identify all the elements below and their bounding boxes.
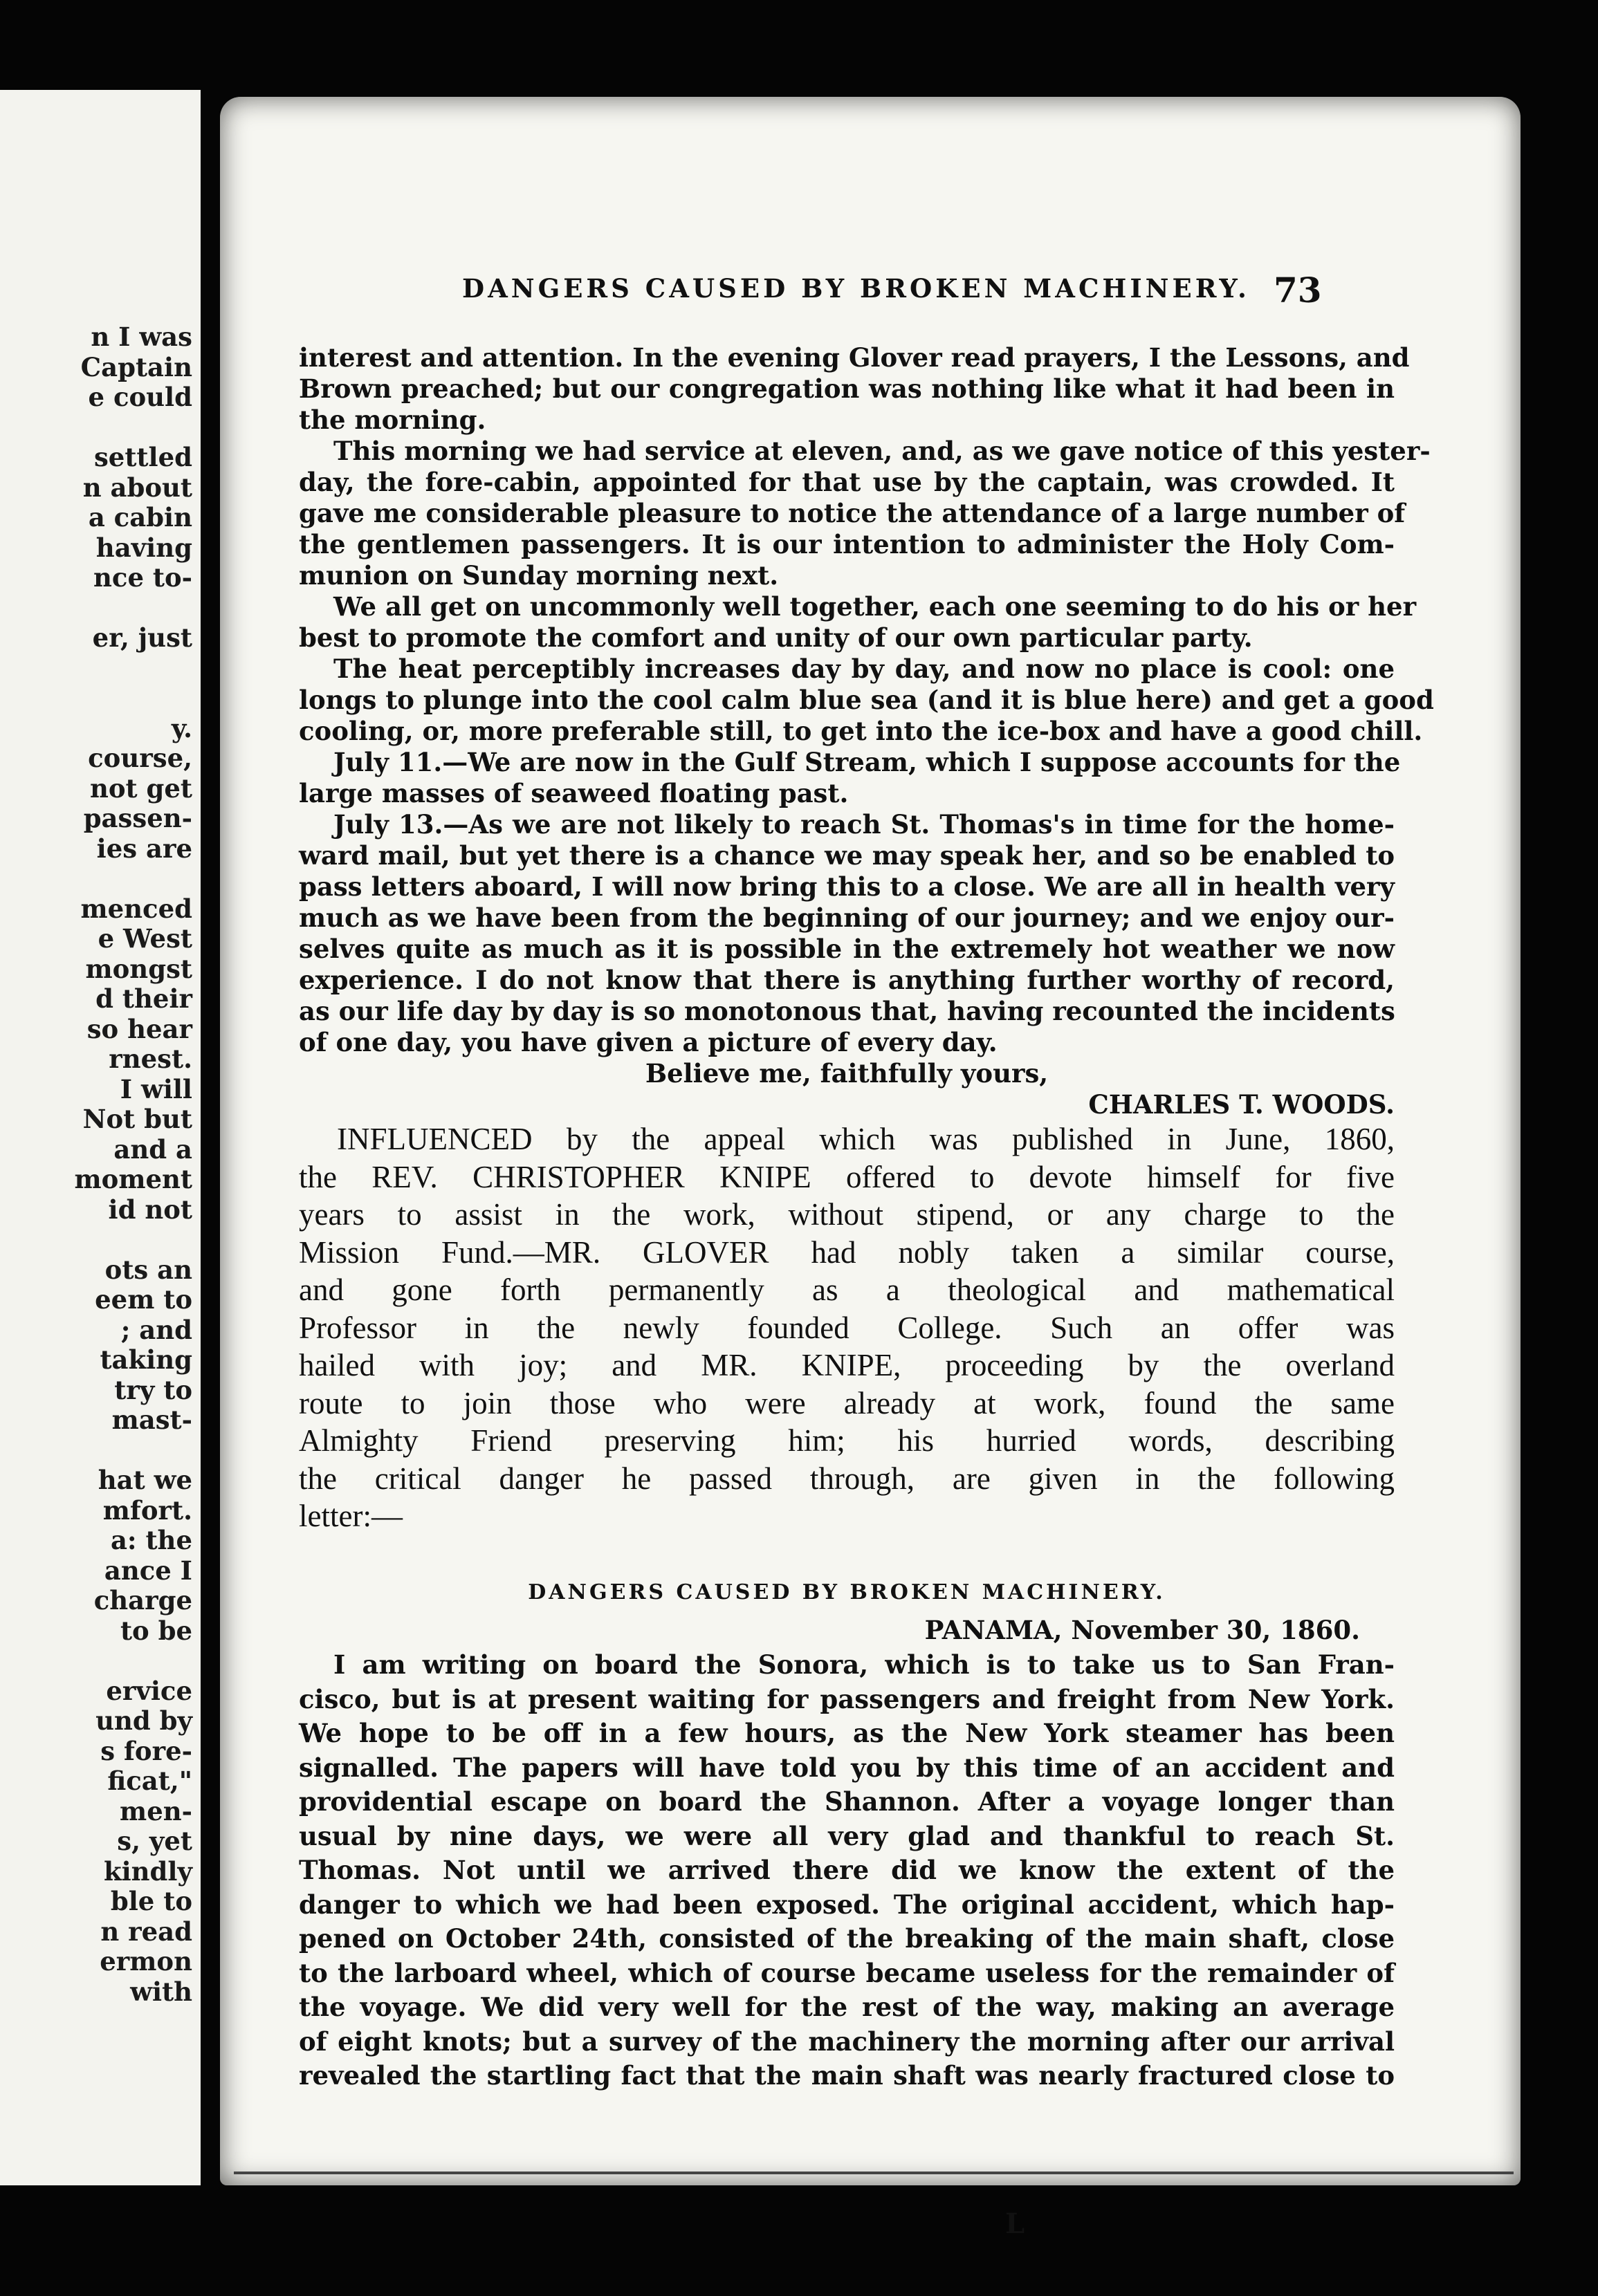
letter-text-line: The heat perceptibly increases day by day, and now no place is cool: one (333, 654, 1395, 684)
letter-text-line: selves quite as much as it is possible in the extremely hot weather we now (299, 934, 1395, 964)
left-page-line: and a (113, 1133, 192, 1165)
letter-text-line: pass letters aboard, I will now bring this to a close. We are all in health very (299, 871, 1395, 902)
narrative-text-line: the critical danger he passed through, are given in the following (299, 1461, 1395, 1496)
narrative-text-line: INFLUENCED by the appeal which was published in June, 1860, (337, 1122, 1395, 1156)
narrative-text-line: letter:— (299, 1499, 403, 1533)
page-number: 73 (1274, 270, 1322, 311)
letter-text-line: cooling, or, more preferable still, to get into the ice-box and have a good chill. (299, 716, 1423, 746)
letter-text-line: providential escape on board the Shannon. After a voyage longer than (299, 1786, 1395, 1817)
left-page-line: ermon (100, 1946, 192, 1976)
narrative-text-line: Almighty Friend preserving him; his hurried words, describing (299, 1423, 1395, 1458)
letter-text-line: of eight knots; but a survey of the machinery the morning after our arrival (299, 2026, 1395, 2057)
narrative-text-line: hailed with joy; and MR. KNIPE, proceeding by the overland (299, 1348, 1395, 1382)
left-page-line: y. (171, 712, 192, 743)
left-page-line: s fore- (100, 1735, 192, 1766)
left-page-line: taking (100, 1344, 192, 1375)
letter-text-line: experience. I do not know that there is anything further worthy of record, (299, 965, 1395, 995)
left-page-line: e could (88, 382, 192, 412)
letter-text-line: pened on October 24th, consisted of the breaking of the main shaft, close (299, 1923, 1395, 1954)
letter-text-line: as our life day by day is so monotonous that, having recounted the incidents (299, 996, 1395, 1026)
left-page-line: having (95, 532, 192, 563)
letter-text-line: July 11.—We are now in the Gulf Stream, which I suppose accounts for the (333, 747, 1401, 777)
left-page-line: a cabin (88, 502, 192, 533)
left-page-line: I will (120, 1073, 192, 1104)
left-page-line: ficat," (107, 1766, 192, 1796)
left-page-line: rnest. (109, 1044, 192, 1074)
narrative-text-line: the REV. CHRISTOPHER KNIPE offered to devote himself for five (299, 1159, 1395, 1194)
left-page-line: menced (80, 893, 192, 924)
left-page-line: e West (98, 923, 192, 954)
letter-closing: Believe me, faithfully yours, (645, 1058, 1049, 1089)
left-page-line: mongst (85, 953, 192, 984)
left-page-line: moment (74, 1164, 192, 1194)
left-page-line: n about (82, 472, 192, 503)
letter-text-line: much as we have been from the beginning of our journey; and we enjoy our- (299, 902, 1395, 933)
letter-text-line: day, the fore-cabin, appointed for that use by the captain, was crowded. It (299, 467, 1395, 497)
book-page (220, 97, 1521, 2240)
left-page-line: ance I (104, 1555, 192, 1586)
left-page-line: not get (89, 772, 192, 804)
left-page-line: s, yet (117, 1826, 192, 1856)
left-page-line: mast- (111, 1405, 192, 1435)
letter-text-line: munion on Sunday morning next. (299, 560, 779, 591)
left-page-line: n I was (91, 322, 192, 352)
letter-text-line: Brown preached; but our congregation was nothing like what it had been in (299, 373, 1395, 404)
narrative-text-line: Mission Fund.—MR. GLOVER had nobly taken a similar course, (299, 1234, 1395, 1270)
left-page-line: charge (93, 1585, 192, 1615)
left-page-line: try to (114, 1374, 192, 1405)
left-page-line: ; and (120, 1314, 192, 1345)
letter-text-line: large masses of seaweed floating past. (299, 778, 849, 808)
running-head: DANGERS CAUSED BY BROKEN MACHINERY. (462, 273, 1250, 304)
left-page-line: er, just (92, 622, 192, 653)
left-page-line: men- (120, 1795, 192, 1826)
letter-text-line: the gentlemen passengers. It is our intention to administer the Holy Com- (299, 529, 1395, 559)
signature-mark: L (1005, 2207, 1025, 2240)
letter-text-line: July 13.—As we are not likely to reach St. Thomas's in time for the home- (333, 809, 1395, 840)
letter-text-line: This morning we had service at eleven, and, as we gave notice of this yester- (333, 436, 1431, 466)
letter-text-line: revealed the startling fact that the main shaft was nearly fractured close to (299, 2060, 1395, 2091)
left-page-line: n read (100, 1916, 192, 1947)
narrative-text-line: Professor in the newly founded College. Such an offer was (299, 1310, 1395, 1345)
letter-text-line: of one day, you have given a picture of every day. (299, 1027, 998, 1057)
page-bottom-rule (234, 2172, 1514, 2174)
letter-text-line: the voyage. We did very well for the rest of the way, making an average (299, 1992, 1395, 2022)
letter-text-line: to the larboard wheel, which of course became useless for the remainder of (299, 1957, 1395, 1988)
left-page-line: a: the (110, 1525, 192, 1555)
left-page-line: settled (93, 442, 192, 472)
left-page-line: Not but (82, 1104, 192, 1134)
narrative-text-line: years to assist in the work, without stipend, or any charge to the (299, 1197, 1395, 1232)
letter-text-line: Thomas. Not until we arrived there did we know the extent of the (299, 1855, 1395, 1885)
left-page-line: Captain (80, 351, 192, 382)
letter-text-line: I am writing on board the Sonora, which is to take us to San Fran- (333, 1649, 1395, 1680)
left-page-line: hat we (98, 1465, 192, 1495)
letter-text-line: usual by nine days, we were all very glad and thankful to reach St. (299, 1820, 1395, 1851)
left-page-line: course, (88, 743, 192, 773)
left-page-fragment (0, 90, 201, 2185)
left-page-line: so hear (86, 1013, 192, 1044)
letter-text-line: the morning. (299, 405, 486, 435)
left-page-line: und by (95, 1705, 192, 1736)
left-page-line: ble to (110, 1886, 192, 1916)
section-heading: DANGERS CAUSED BY BROKEN MACHINERY. (528, 1580, 1166, 1604)
narrative-text-line: route to join those who were already at work, found the same (299, 1385, 1395, 1420)
letter-text-line: ward mail, but yet there is a chance we may speak her, and so be enabled to (299, 840, 1395, 871)
left-page-line: kindly (103, 1855, 192, 1887)
left-page-line: d their (95, 983, 192, 1014)
letter-dateline: PANAMA, November 30, 1860. (924, 1615, 1360, 1645)
left-page-line: id not (108, 1194, 192, 1225)
left-page-line: eem to (95, 1284, 192, 1315)
letter-text-line: We hope to be off in a few hours, as the New York steamer has been (299, 1718, 1395, 1748)
left-page-line: nce to- (93, 562, 192, 593)
letter-text-line: signalled. The papers will have told you by this time of an accident and (299, 1752, 1395, 1783)
left-page-line: ervice (106, 1675, 192, 1706)
left-page-line: mfort. (102, 1494, 192, 1526)
letter-text-line: best to promote the comfort and unity of our own particular party. (299, 622, 1253, 653)
letter-text-line: cisco, but is at present waiting for passengers and freight from New York. (299, 1683, 1395, 1714)
letter-text-line: We all get on uncommonly well together, each one seeming to do his or her (333, 591, 1417, 622)
left-page-line: with (130, 1976, 192, 2007)
left-page-line: passen- (83, 803, 192, 833)
left-page-line: to be (120, 1615, 192, 1646)
left-page-line: ies are (96, 833, 192, 864)
letter-signature: CHARLES T. WOODS. (1088, 1089, 1395, 1120)
letter-text-line: danger to which we had been exposed. The original accident, which hap- (299, 1889, 1395, 1920)
letter-text-line: interest and attention. In the evening Glover read prayers, I the Lessons, and (299, 342, 1410, 373)
letter-text-line: longs to plunge into the cool calm blue sea (and it is blue here) and get a good (299, 685, 1434, 715)
narrative-text-line: and gone forth permanently as a theological and mathematical (299, 1272, 1395, 1307)
letter-text-line: gave me considerable pleasure to notice the attendance of a large number of (299, 498, 1406, 528)
left-page-line: ots an (104, 1254, 192, 1285)
